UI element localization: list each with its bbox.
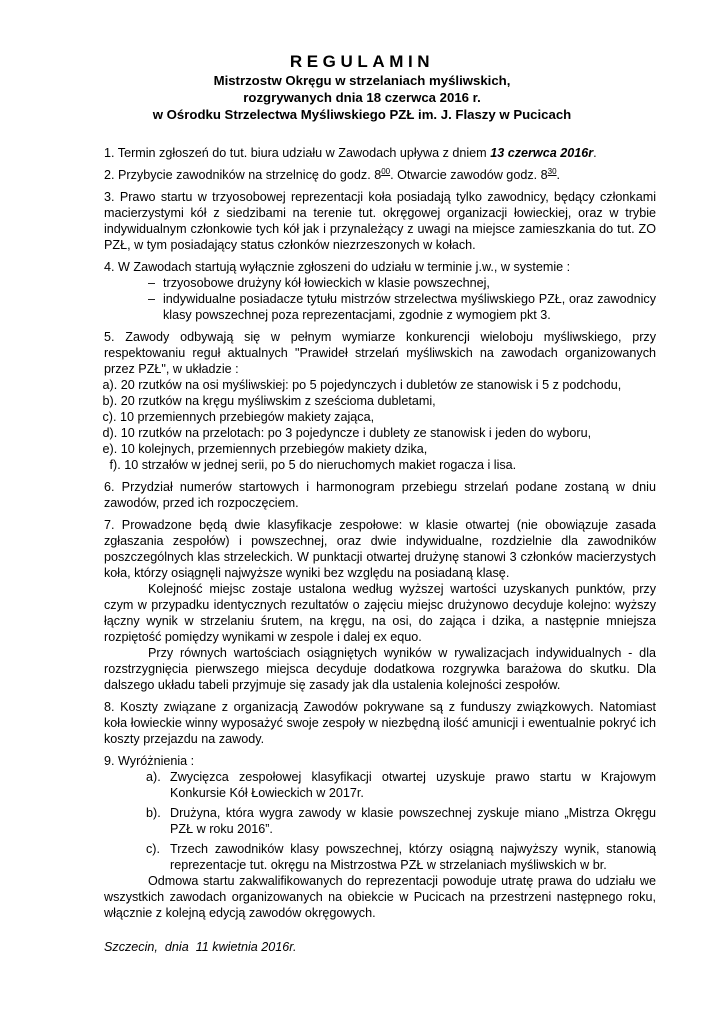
point-2-text-c: . [556, 168, 561, 182]
point-5-item: f). 10 strzałów w jednej serii, po 5 do nieruchomych makiet rogacza i lisa. [99, 458, 517, 472]
document-header [0, 52, 724, 123]
opening-minutes: 30 [547, 166, 557, 176]
point-4-item: – trzyosobowe drużyny kół łowieckich w klasie powszechnej, [148, 276, 490, 290]
subtitle-line-1: Mistrzostw Okręgu w strzelaniach myśliwskich, [213, 73, 511, 88]
award-label: a). [146, 770, 161, 784]
award-item [146, 841, 656, 873]
deadline-date: 13 czerwca 2016r [490, 146, 594, 160]
award-label: b). [146, 806, 161, 820]
award-text: Trzech zawodników klasy powszechnej, którzy osiągną najwyższy wynik, stanowią reprezentacje tut. okręgu na Mistrzostwa PZŁ w strzelaniach myśliwskich w br. [170, 842, 656, 872]
point-4-item-text: trzyosobowe drużyny kół łowieckich w klasie powszechnej, [163, 276, 490, 290]
point-5-item: c). 10 przemiennych przebiegów makiety zająca, [99, 410, 375, 424]
point-9-closing: Odmowa startu zakwalifikowanych do reprezentacji powoduje utratę prawa do udziału we wszystkich zawodach organizowanych na obiekcie w Pucicach na przestrzeni następnego roku, włącznie z kolejną edycją zawodów okręgowych. [104, 874, 656, 920]
point-9-intro: 9. Wyróżnienia : [104, 754, 195, 768]
point-3: 3. Prawo startu w trzyosobowej reprezentacji koła posiadają tylko zawodnicy, będący członkami macierzystymi kół z siedzibami na terenie tut. okręgowej organizacji łowieckiej, oraz w trybie indywidualnym członkowie tych kół jak i przynależący z uwagi na miejsce zamieszkania do tut. ZO PZŁ, w tym posiadający status członków niezrzeszonych w kołach. [104, 190, 656, 252]
subtitle-line-3: w Ośrodku Strzelectwa Myśliwskiego PZŁ im. J. Flaszy w Pucicach [152, 107, 572, 122]
point-4-item-text: indywidualne posiadacze tytułu mistrzów strzelectwa myśliwskiego PZŁ, oraz zawodnicy klasy powszechnej poza reprezentacjami, zgodnie z wymogiem pkt 3. [163, 292, 656, 322]
arrival-minutes: 00 [381, 166, 391, 176]
point-2 [104, 167, 656, 183]
document-body [99, 145, 656, 921]
subtitle-line-2: rozgrywanych dnia 18 czerwca 2016 r. [243, 90, 481, 105]
award-item [146, 769, 656, 801]
award-text: Drużyna, która wygra zawody w klasie powszechnej zyskuje miano „Mistrza Okręgu PZŁ w roku 2016”. [170, 806, 656, 836]
point-7-ranking: Kolejność miejsc zostaje ustalona według wyższej wartości uzyskanych punktów, przy czym w przypadku identycznych rezultatów o zajęciu miejsc drużynowo decyduje kolejno: wyższy łączny wynik w strzelaniu śrutem, na kręgu, na osi, do zająca i dzika, a następnie mniejsza rozpiętość pomiędzy wynikami w zespole i dalej ex equo. [104, 582, 656, 644]
point-2-text-b: . Otwarcie zawodów godz. 8 [390, 168, 548, 182]
point-7: 7. Prowadzone będą dwie klasyfikacje zespołowe: w klasie otwartej (nie obowiązuje zasada zgłaszania zespołów) i powszechnej, oraz dwie indywidualne, rozdzielnie dla zawodników poszczególnych klas strzeleckich. W punktacji otwartej drużynę stanowi 3 członków macierzystych koła, którzy osiągnęli najwyższe wyniki bez względu na posiadaną klasę. [104, 518, 656, 580]
place-date: Szczecin, dnia 11 kwietnia 2016r. [104, 940, 297, 954]
point-6: 6. Przydział numerów startowych i harmonogram przebiegu strzelań podane zostaną w dniu zawodów, przed ich rozpoczęciem. [104, 480, 656, 510]
point-5-intro: 5. Zawody odbywają się w pełnym wymiarze konkurencji wieloboju myśliwskiego, przy respektowaniu reguł aktualnych "Prawideł strzelań myśliwskich na zawodach organizowanych przez PZŁ", w układzie : [104, 330, 656, 376]
award-item [146, 805, 656, 837]
point-1-end: . [593, 146, 597, 160]
point-8: 8. Koszty związane z organizacją Zawodów pokrywane są z funduszy związkowych. Natomiast koła łowieckie winny wyposażyć swoje zespoły w niezbędną ilość amunicji i ewentualnie pokryć ich koszty przejazdu na zawody. [104, 700, 656, 746]
award-text: Zwycięzca zespołowej klasyfikacji otwartej uzyskuje prawo startu w Krajowym Konkursie Kół Łowieckich w 2017r. [170, 770, 656, 800]
point-5-item: e). 10 kolejnych, przemiennych przebiegów makiety dzika, [99, 442, 428, 456]
award-label: c). [146, 842, 160, 856]
point-5-item: d). 10 rzutków na przelotach: po 3 pojedyncze i dublety ze stanowisk i jeden do wyboru, [99, 426, 592, 440]
point-5-item: a). 20 rzutków na osi myśliwskiej: po 5 pojedynczych i dubletów ze stanowisk i 5 z podchodu, [99, 378, 622, 392]
document-title: REGULAMIN [289, 52, 435, 71]
point-1 [104, 145, 656, 161]
point-4-item: – indywidualne posiadacze tytułu mistrzów strzelectwa myśliwskiego PZŁ, oraz zawodnicy klasy powszechnej poza reprezentacjami, zgodnie z wymogiem pkt 3. [148, 292, 656, 322]
point-4-intro: 4. W Zawodach startują wyłącznie zgłoszeni do udziału w terminie j.w., w systemie : [104, 260, 571, 274]
point-2-text-a: 2. Przybycie zawodników na strzelnicę do godz. 8 [104, 168, 382, 182]
point-5-item: b). 20 rzutków na kręgu myśliwskim z sześcioma dubletami, [99, 394, 436, 408]
point-7-tiebreak: Przy równych wartościach osiągniętych wyników w rywalizacjach indywidualnych - dla rozstrzygnięcia pierwszego miejsca decyduje dodatkowa rozgrywka barażowa do skutku. Dla dalszego układu tabeli przyjmuje się zasady jak dla ustalenia kolejności zespołów. [104, 646, 656, 692]
point-1-text: 1. Termin zgłoszeń do tut. biura udziału w Zawodach upływa z dniem [104, 146, 491, 160]
